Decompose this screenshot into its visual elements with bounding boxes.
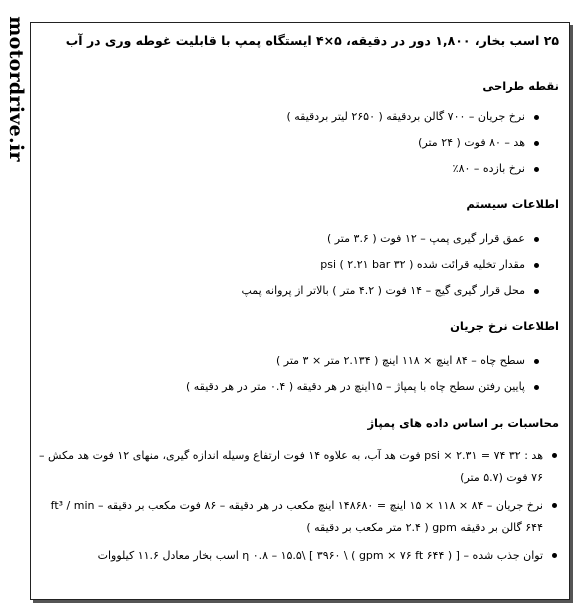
- list-item: [31, 107, 569, 133]
- bullet-icon: [552, 453, 557, 458]
- section-heading-system-info: اطلاعات سیستم: [466, 197, 559, 211]
- list-item-text: نرخ بازده – ۸۰٪: [452, 162, 525, 175]
- document-frame: [30, 22, 570, 600]
- list-item: [31, 445, 569, 489]
- watermark-text: motordrive.ir: [5, 16, 27, 162]
- bullet-icon: [534, 359, 539, 364]
- list-item-text: مقدار تخلیه قرائت شده ( ۳۲ psi ( ۲.۲۱ bar: [320, 258, 525, 271]
- list-item: [31, 351, 569, 377]
- design-point-list: [31, 107, 569, 185]
- watermark: [2, 4, 30, 174]
- bullet-icon: [534, 115, 539, 120]
- system-info-list: [31, 229, 569, 307]
- list-item-text: عمق قرار گیری پمپ – ۱۲ فوت ( ۳.۶ متر ): [326, 232, 525, 245]
- bullet-icon: [552, 553, 557, 558]
- list-item: [31, 281, 569, 307]
- bullet-icon: [534, 237, 539, 242]
- bullet-icon: [534, 289, 539, 294]
- list-item: [31, 545, 569, 567]
- list-item: [31, 229, 569, 255]
- list-item: [31, 377, 569, 403]
- list-item-text: پایین رفتن سطح چاه با پمپاژ – ۱۵اینچ در هر دقیقه ( ۰.۴ متر در هر دقیقه ): [185, 380, 525, 393]
- calculations-list: [31, 445, 569, 573]
- section-heading-design-point: نقطه طراحی: [482, 79, 559, 93]
- section-heading-calculations: محاسبات بر اساس داده های پمپاژ: [367, 416, 559, 430]
- list-item-text: توان جذب شده – [ ( ۶۴۴ gpm × ۷۶ ft ) \ ۳۹۶۰ ] \η ۰.۸ – ۱۵.۵ اسب بخار معادل ۱۱.۶ کیلووات: [97, 549, 543, 562]
- list-item: [31, 133, 569, 159]
- bullet-icon: [534, 141, 539, 146]
- section-heading-flow-rate-info: اطلاعات نرخ جریان: [450, 319, 559, 333]
- flow-rate-info-list: [31, 351, 569, 403]
- bullet-icon: [534, 263, 539, 268]
- document-title: ۲۵ اسب بخار، ۱,۸۰۰ دور در دقیقه، ۵×۴ ایستگاه پمپ با قابلیت غوطه وری در آب: [65, 33, 559, 48]
- list-item-text: نرخ جریان – ۸۴ × ۱۱۸ × ۱۵ اینچ = ۱۴۸۶۸۰ اینچ مکعب در هر دقیقه – ۸۶ فوت مکعب بر دقیقه ft³ / min – ۶۴۴ گالن بر دقیقه gpm ( ۲.۴ متر مکعب بر دقیقه ): [50, 499, 543, 534]
- list-item-text: هد – ۸۰ فوت ( ۲۴ متر): [418, 136, 525, 149]
- list-item-text: محل قرار گیری گیج – ۱۴ فوت ( ۴.۲ متر ) بالاتر از پروانه پمپ: [241, 284, 525, 297]
- bullet-icon: [534, 385, 539, 390]
- list-item: [31, 255, 569, 281]
- bullet-icon: [534, 167, 539, 172]
- bullet-icon: [552, 503, 557, 508]
- list-item: [31, 159, 569, 185]
- list-item-text: نرخ جریان – ۷۰۰ گالن بردقیقه ( ۲۶۵۰ لیتر بردقیقه ): [286, 110, 525, 123]
- list-item: [31, 495, 569, 539]
- list-item-text: هد : ۳۲ psi × ۲.۳۱ = ۷۴ فوت هد آب، به علاوه ۱۴ فوت ارتفاع وسیله اندازه گیری، منهای ۱۲ فوت هد مکش – ۷۶ فوت (۵.۷ متر): [39, 449, 543, 484]
- list-item-text: سطح چاه – ۸۴ اینچ × ۱۱۸ اینچ ( ۲.۱۳۴ متر × ۳ متر ): [275, 354, 525, 367]
